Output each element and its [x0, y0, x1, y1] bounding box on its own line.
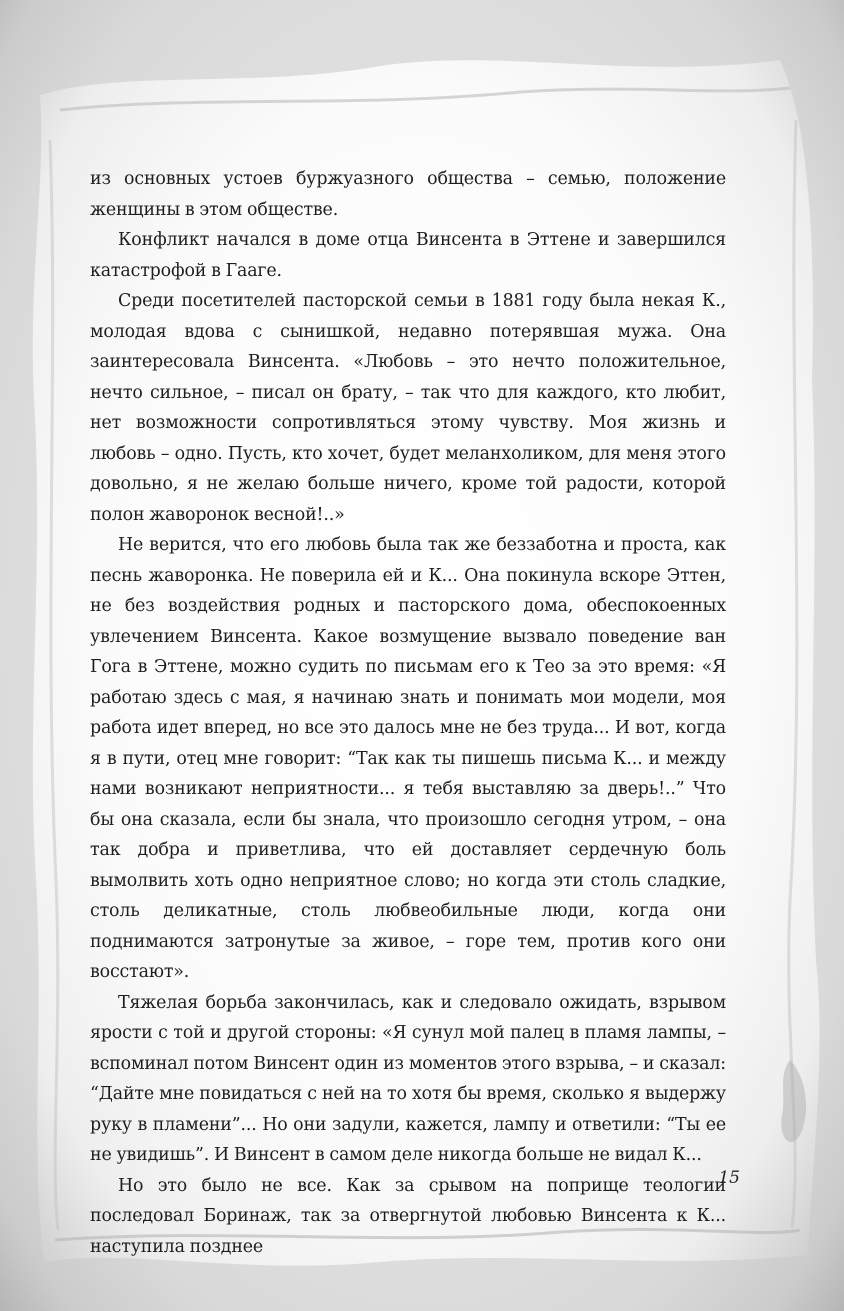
- paragraph: Не верится, что его любовь была так же беззаботна и проста, как песнь жаворонка. Не поверила ей и К... Она покинула вскоре Эттен, не без воздействия родных и пасторского дома, обеспокоенных увлечением Винсента. Какое возмущение вызвало поведение ван Гога в Эттене, можно судить по письмам его к Тео за это время: «Я работаю здесь с мая, я начинаю знать и понимать мои модели, моя работа идет вперед, но все это далось мне не без труда... И вот, когда я в пути, отец мне говорит: “Так как ты пишешь письма К... и между нами возникают неприятности... я тебя выставляю за дверь!..” Что бы она сказала, если бы знала, что произошло сегодня утром, – она так добра и приветлива, что ей доставляет сердечную боль вымолвить хоть одно неприятное слово; но когда эти столь сладкие, столь деликатные, столь любвеобильные люди, когда они поднимаются затронутые за живое, – горе тем, против кого они восстают».: [90, 535, 726, 982]
- paragraph: Среди посетителей пасторской семьи в 1881 году была некая К., молодая вдова с сынишкой, недавно потерявшая мужа. Она заинтересовала Винсента. «Любовь – это нечто положительное, нечто сильное, – писал он брату, – так что для каждого, кто любит, нет возможности сопротивляться этому чувству. Моя жизнь и любовь – одно. Пусть, кто хочет, будет меланхоликом, для меня этого довольно, я не желаю больше ничего, кроме той радости, которой полон жаворонок весной!..»: [90, 291, 726, 525]
- body-text: [90, 164, 726, 1262]
- page-number: 15: [718, 1168, 740, 1188]
- paragraph: Но это было не все. Как за срывом на поприще теологии последовал Боринаж, так за отвергнутой любовью Винсента к К... наступила позднее: [90, 1175, 726, 1257]
- paragraph: Тяжелая борьба закончилась, как и следовало ожидать, взрывом ярости с той и другой стороны: «Я сунул мой палец в пламя лампы, – вспоминал потом Винсент один из моментов этого взрыва, – и сказал: “Дайте мне повидаться с ней на то хотя бы время, сколько я выдержу руку в пламени”... Но они задули, кажется, лампу и ответили: “Ты ее не увидишь”. И Винсент в самом деле никогда больше не видал К...: [90, 992, 726, 1165]
- paragraph: Конфликт начался в доме отца Винсента в Эттене и завершился катастрофой в Гааге.: [90, 230, 726, 281]
- paragraph: из основных устоев буржуазного общества – семью, положение женщины в этом обществе.: [90, 169, 726, 220]
